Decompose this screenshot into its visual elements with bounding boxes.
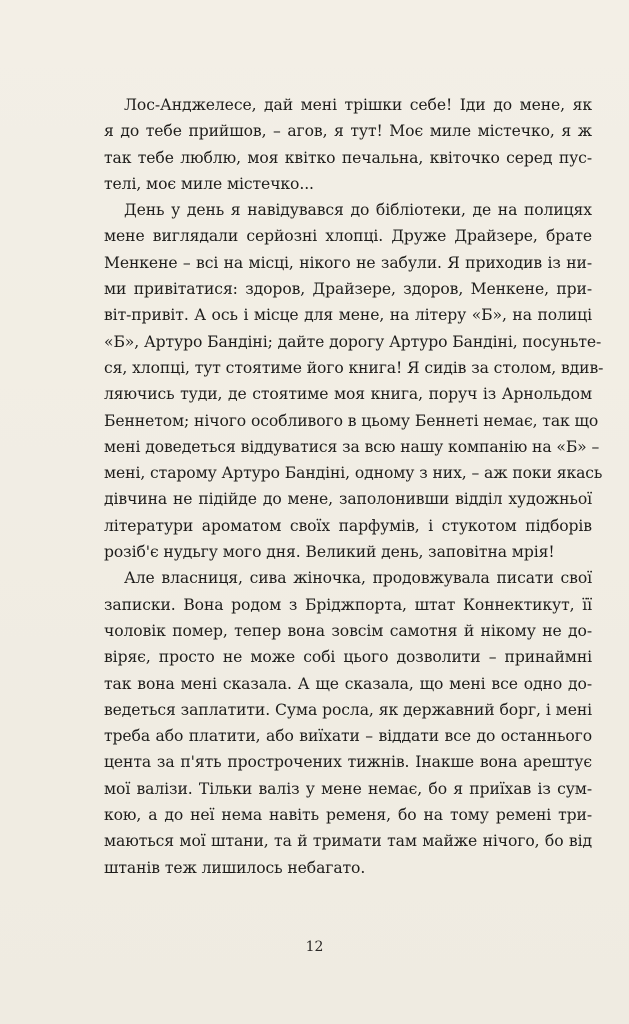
- text-line: так тебе люблю, моя квітко печальна, квіточко серед пус-: [104, 148, 592, 167]
- text-line: треба або платити, або виїхати – віддати все до останнього: [104, 727, 592, 746]
- text-line: цента за п'ять прострочених тижнів. Інакше вона арештує: [104, 753, 592, 772]
- text-line: День у день я навідувався до бібліотеки, де на полицях: [124, 201, 592, 220]
- text-line: ляючись туди, де стоятиме моя книга, поруч із Арнольдом: [104, 385, 592, 404]
- page-number: 12: [305, 939, 324, 955]
- text-line: записки. Вона родом з Бріджпорта, штат Коннектикут, її: [104, 595, 592, 614]
- text-line: телі, моє миле містечко...: [104, 174, 314, 193]
- paragraph: [84, 92, 592, 197]
- text-line: кою, а до неї нема навіть ременя, бо на тому ремені три-: [104, 806, 592, 825]
- text-line: штанів теж лишилось небагато.: [104, 858, 366, 877]
- text-line: літератури ароматом своїх парфумів, і стукотом підборів: [104, 516, 592, 535]
- text-line: розіб'є нудьгу мого дня. Великий день, заповітна мрія!: [104, 543, 555, 562]
- text-line: так вона мені сказала. А ще сказала, що мені все одно до-: [104, 674, 592, 693]
- paragraph: [84, 565, 592, 881]
- text-line: я до тебе прийшов, – агов, я тут! Моє миле містечко, я ж: [104, 122, 592, 141]
- text-line: ся, хлопці, тут стоятиме його книга! Я сидів за столом, вдив-: [104, 358, 604, 377]
- text-line: ведеться заплатити. Сума росла, як державний борг, і мені: [104, 700, 592, 719]
- text-line: мене виглядали серйозні хлопці. Друже Драйзере, брате: [104, 227, 592, 246]
- text-line: мені, старому Артуро Бандіні, одному з них, – аж поки якась: [104, 464, 603, 483]
- text-line: маються мої штани, та й тримати там майже нічого, бо від: [104, 832, 592, 851]
- text-line: «Б», Артуро Бандіні; дайте дорогу Артуро Бандіні, посуньте-: [104, 332, 602, 351]
- text-line: віт-привіт. А ось і місце для мене, на літеру «Б», на полиці: [104, 306, 592, 325]
- text-line: мені доведеться віддуватися за всю нашу компанію на «Б» –: [104, 437, 600, 456]
- text-line: Беннетом; нічого особливого в цьому Беннеті немає, так що: [104, 411, 599, 430]
- text-line: ми привітатися: здоров, Драйзере, здоров, Менкене, при-: [104, 280, 592, 299]
- text-line: Але власниця, сива жіночка, продовжувала писати свої: [124, 569, 592, 588]
- text-line: Лос-Анджелесе, дай мені трішки себе! Іди до мене, як: [124, 96, 592, 114]
- paragraph: [84, 197, 604, 565]
- text-line: мої валізи. Тільки валіз у мене немає, бо я приїхав із сум-: [104, 779, 592, 798]
- text-line: Менкене – всі на місці, нікого не забули. Я приходив із ни-: [104, 253, 592, 272]
- text-line: віряє, просто не може собі цього дозволити – принаймні: [104, 648, 592, 667]
- body-text: [84, 92, 604, 881]
- text-line: дівчина не підійде до мене, заполонивши відділ художньої: [104, 490, 592, 509]
- text-line: чоловік помер, тепер вона зовсім самотня й нікому не до-: [104, 621, 592, 640]
